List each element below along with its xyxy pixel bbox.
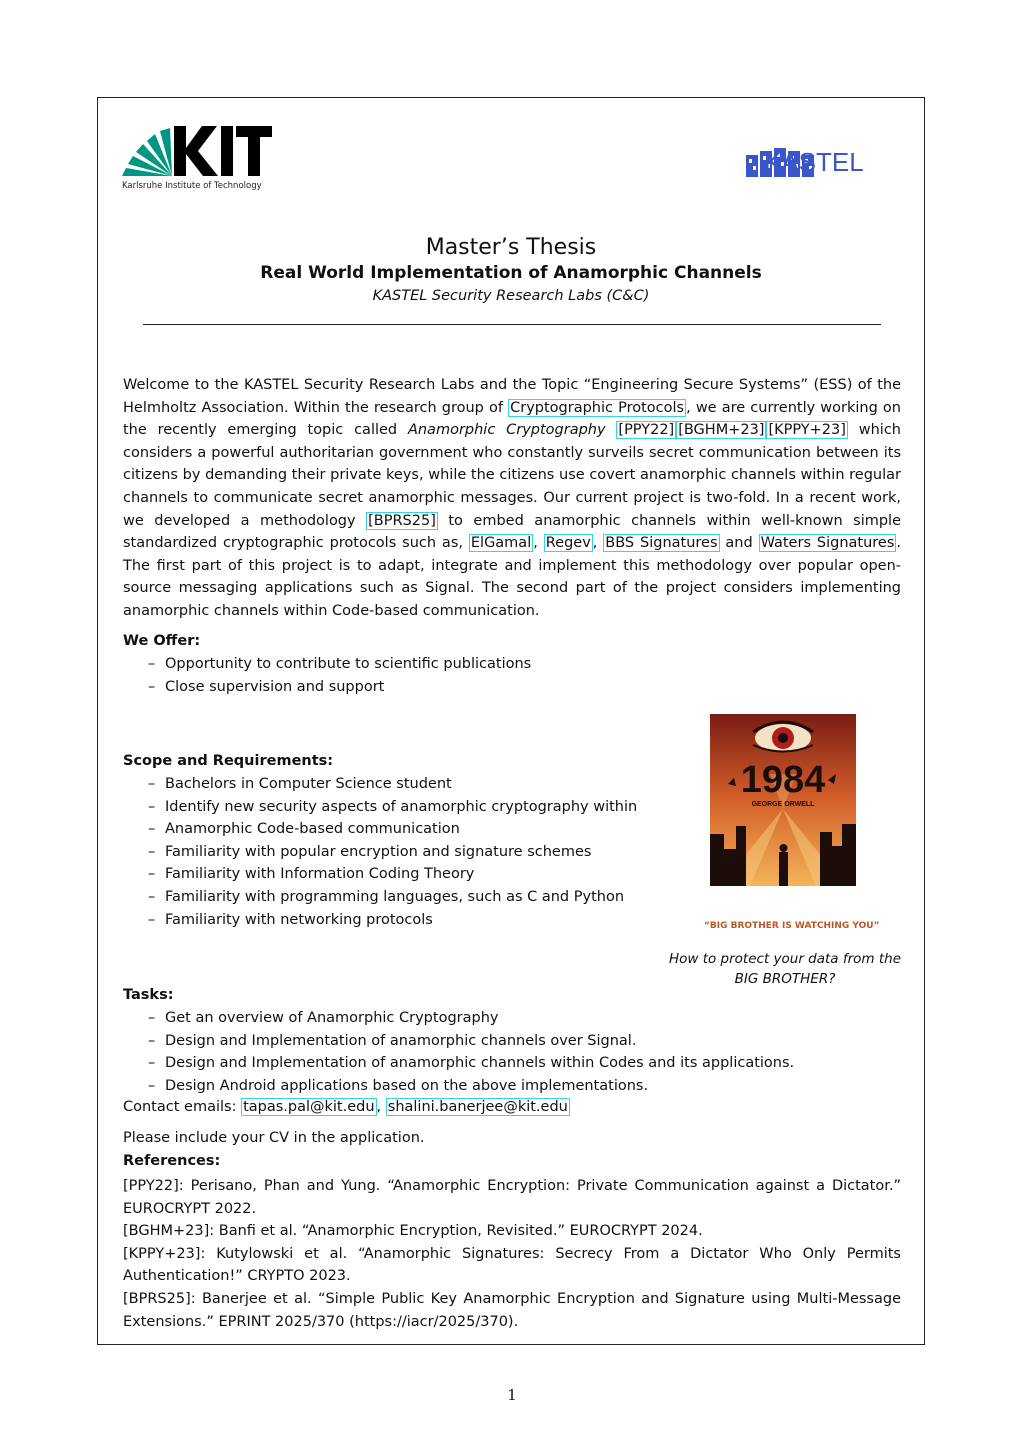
header-divider: [143, 324, 881, 325]
list-item: – Design and Implementation of anamorphic channels within Codes and its applications.: [148, 1052, 794, 1075]
email-link-shalini[interactable]: shalini.banerjee@kit.edu: [387, 1099, 568, 1115]
link-waters-signatures[interactable]: Waters Signatures: [760, 535, 895, 552]
kastel-logo-text: KASTEL: [764, 147, 864, 177]
references-heading: References:: [123, 1153, 221, 1169]
contact-label: Contact emails:: [123, 1099, 242, 1115]
intro-text: Welcome to the KASTEL Security Research Labs and the Topic “Engineering Secure Systems” (ESS) of the Helmholtz Association. Within the research group of: [123, 377, 901, 416]
link-regev[interactable]: Regev: [545, 535, 591, 552]
link-bbs-signatures[interactable]: BBS Signatures: [605, 535, 718, 552]
list-item: – Familiarity with popular encryption and signature schemes: [148, 841, 637, 864]
intro-text: which considers a powerful authoritarian government who constantly surveils secret communication between its citizens by demanding their private keys, while the citizens use covert anamorphic channels within regular channels to communicate secret anamorphic messages. Our current project is two-fold. In a recent work, we developed a methodology: [123, 422, 901, 529]
tasks-list: [148, 1007, 794, 1097]
link-elgamal[interactable]: ElGamal: [470, 535, 532, 552]
page-title: Master’s Thesis: [425, 235, 597, 260]
intro-text: to embed anamorphic channels within well-known simple standardized cryptographic protocols such as,: [123, 512, 902, 552]
poster-title-layer: [710, 714, 856, 886]
list-item: – Get an overview of Anamorphic Cryptography: [148, 1007, 794, 1030]
link-cryptographic-protocols[interactable]: Cryptographic Protocols: [510, 399, 685, 416]
intro-text: and: [719, 535, 759, 552]
lab-name: KASTEL Security Research Labs (C&C): [372, 288, 650, 304]
contact-line: [123, 1099, 570, 1115]
reference-item: [PPY22]: Perisano, Phan and Yung. “Anamorphic Encryption: Private Communication against a Dictator.” EUROCRYPT 2022.: [123, 1178, 901, 1217]
list-item: – Identify new security aspects of anamorphic cryptography within: [148, 796, 637, 819]
page-number: 1: [507, 1386, 517, 1404]
citation-kppy23[interactable]: [KPPY+23]: [768, 422, 846, 439]
citation-bghm23[interactable]: [BGHM+23]: [678, 422, 765, 439]
intro-paragraph: Welcome to the KASTEL Security Research Labs and the Topic “Engineering Secure Systems” (ESS) of the Helmholtz Association. Within the research group of Cryptographic Protocols , we are currently working on the recently emerging topic called Anamorphic Cryptography [PPY22] [BGHM+23] [KPPY+23] which considers a powerful authoritarian government who constantly surveils secret communication between its citizens by demanding their private keys, while the citizens use covert anamorphic channels within regular channels to communicate secret anamorphic messages. Our current project is two-fold. In a recent work, we developed a methodology [BPRS25] to embed anamorphic channels within well-known simple standardized cryptographic protocols such as, ElGamal , Regev , BBS Signatures and Waters Signatures . The first part of this project is to adapt, integrate and implement this methodology over popular open-source messaging applications such as Signal. The second part of the project considers implementing anamorphic channels within Code-based communication.: [123, 377, 902, 619]
list-item: – Familiarity with networking protocols: [148, 909, 637, 932]
list-item: – Design and Implementation of anamorphic channels over Signal.: [148, 1030, 794, 1053]
reference-item: [KPPY+23]: Kutylowski et al. “Anamorphic Signatures: Secrecy From a Dictator Who Only Permits Authentication!” CRYPTO 2023.: [123, 1245, 901, 1285]
intro-text: . The first part of this project is to adapt, integrate and implement this methodology over popular open-source messaging applications such as Signal. The second part of the project considers implementing anamorphic channels within Code-based communication.: [123, 535, 901, 619]
intro-text: , we are currently working on the recently emerging topic called: [123, 399, 901, 439]
list-item: – Close supervision and support: [148, 676, 531, 699]
contact-separator: ,: [376, 1099, 386, 1115]
list-item: – Design Android applications based on the above implementations.: [148, 1075, 794, 1098]
scope-heading: Scope and Requirements:: [123, 753, 334, 769]
kit-subtitle: Karlsruhe Institute of Technology: [122, 181, 262, 191]
list-item: – Opportunity to contribute to scientific publications: [148, 653, 531, 676]
citation-bprs25[interactable]: [BPRS25]: [368, 512, 436, 529]
topic-name: Anamorphic Cryptography: [407, 422, 606, 439]
scope-list: [148, 773, 637, 931]
tasks-heading: Tasks:: [123, 987, 174, 1003]
figure-caption: [660, 949, 910, 989]
citation-ppy22[interactable]: [PPY22]: [618, 422, 675, 439]
list-item-continuation: – Anamorphic Code-based communication: [148, 818, 637, 841]
email-link-tapas[interactable]: tapas.pal@kit.edu: [243, 1099, 375, 1115]
offer-list: [148, 653, 531, 698]
offer-heading: We Offer:: [123, 633, 201, 649]
poster-author: GEORGE ORWELL: [751, 801, 815, 808]
thesis-subtitle: Real World Implementation of Anamorphic Channels: [260, 263, 762, 283]
reference-item: [BGHM+23]: Banfi et al. “Anamorphic Encryption, Revisited.” EUROCRYPT 2024.: [123, 1223, 703, 1240]
poster-caption: “BIG BROTHER IS WATCHING YOU”: [704, 921, 880, 931]
cv-note: Please include your CV in the application.: [123, 1130, 425, 1146]
figure-caption-line: How to protect your data from the: [668, 951, 902, 967]
list-item: – Bachelors in Computer Science student: [148, 773, 637, 796]
references-list: [123, 1175, 901, 1333]
figure-caption-line: BIG BROTHER?: [734, 971, 836, 987]
reference-item: [BPRS25]: Banerjee et al. “Simple Public Key Anamorphic Encryption and Signature using Multi-Message Extensions.” EPRINT 2025/370 (https://iacr/2025/370).: [123, 1290, 901, 1330]
list-item: – Familiarity with Information Coding Theory: [148, 863, 637, 886]
poster-title: 1984: [740, 759, 826, 801]
list-item: – Familiarity with programming languages, such as C and Python: [148, 886, 637, 909]
